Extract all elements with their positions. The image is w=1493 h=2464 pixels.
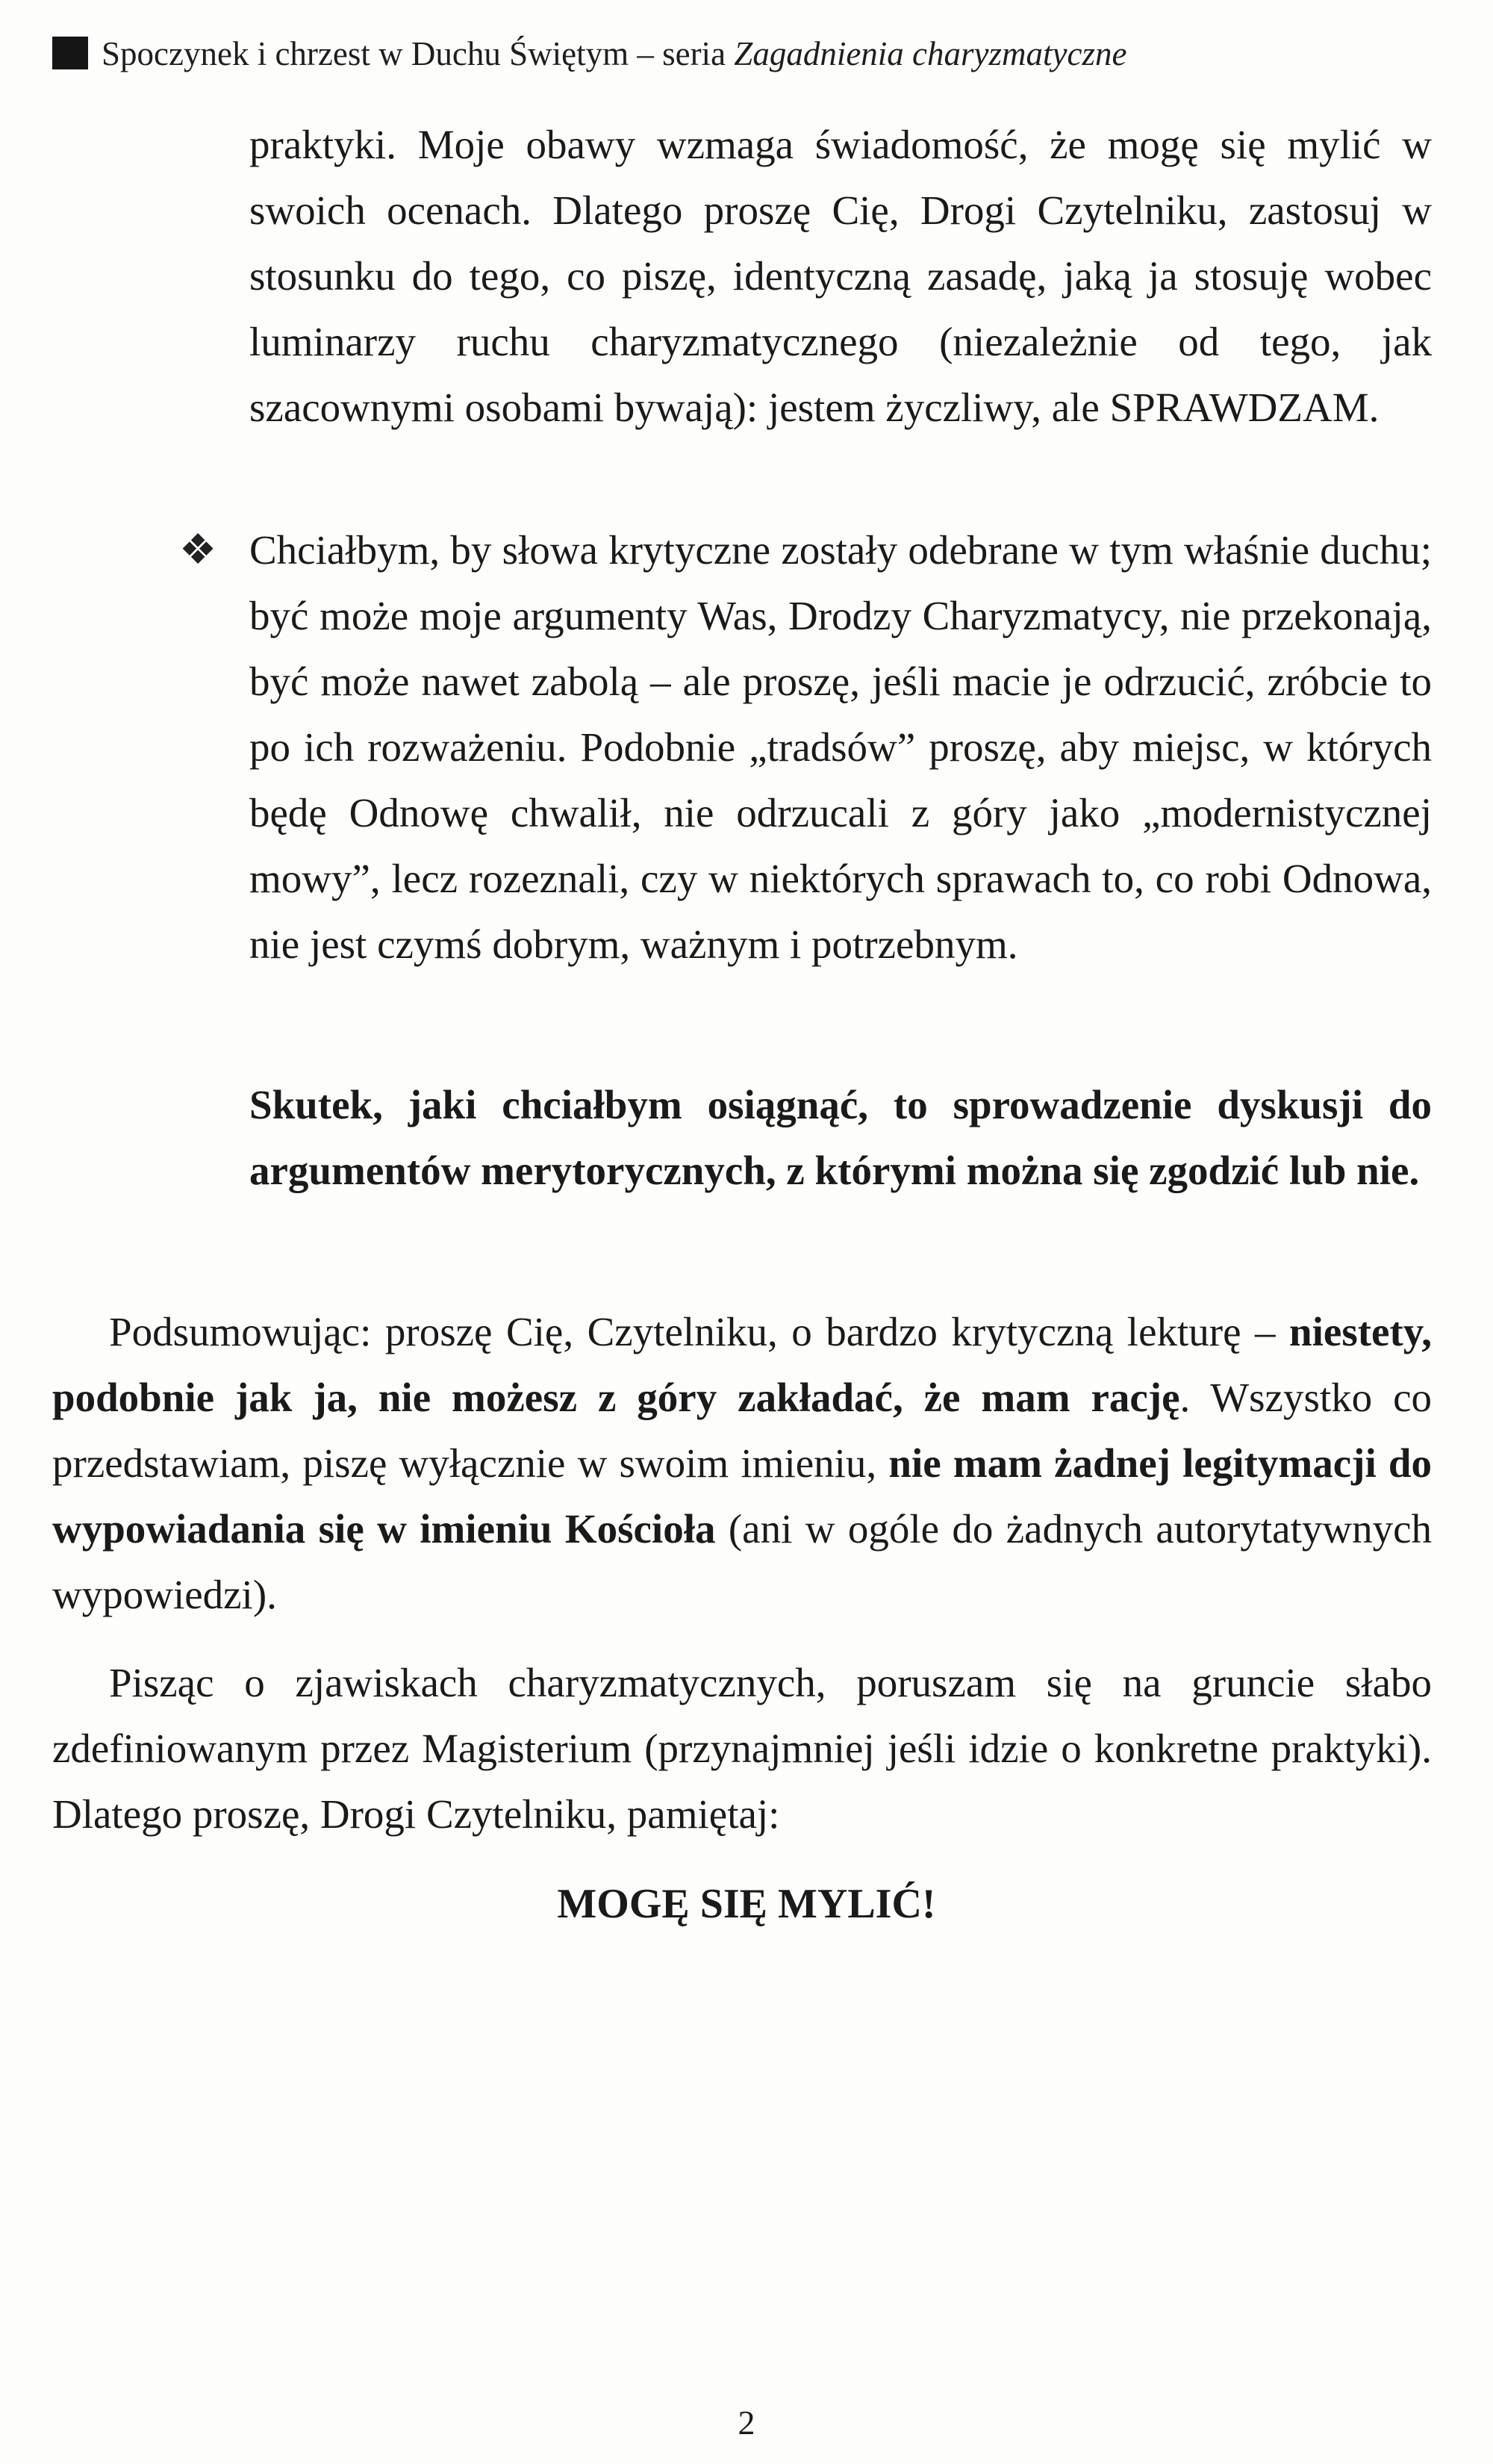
diamond-bullet-icon: ❖ xyxy=(179,527,217,573)
running-header xyxy=(52,30,1441,78)
header-title: Spoczynek i chrzest w Duchu Świętym – seria xyxy=(102,35,735,72)
paragraph-practices-text: praktyki. Moje obawy wzmaga świadomość, że mogę się mylić w swoich ocenach. Dlatego proszę Cię, Drogi Czytelniku, zastosuj w stosunku do tego, co piszę, identyczną zasadę, jaką ja stosuję wobec luminarzy ruchu charyzmatycznego (niezależnie od tego, jak szacownymi osobami bywają): jestem życzliwy, ale SPRAWDZAM. xyxy=(249,122,1432,430)
paragraph-magisterium xyxy=(52,1650,1432,1847)
paragraph-magisterium-text: Pisząc o zjawiskach charyzmatycznych, poruszam się na gruncie słabo zdefiniowanym przez Magisterium (przynajmniej jeśli idzie o konkretne praktyki). Dlatego proszę, Drogi Czytelniku, pamiętaj: xyxy=(52,1660,1432,1837)
paragraph-practices xyxy=(249,112,1432,441)
summary-bold2: nie mam żadnej legitymacji do wypowiadania się w imieniu Kościoła xyxy=(52,1440,1432,1552)
page-number: 2 xyxy=(738,2404,755,2442)
paragraph-goal xyxy=(249,1072,1432,1204)
paragraph-critical-words xyxy=(249,517,1432,977)
summary-part3: (ani w ogóle do żadnych autorytatywnych wypowiedzi). xyxy=(52,1506,1432,1617)
header-square-icon xyxy=(52,37,88,69)
summary-bold1: niestety, podobnie jak ja, nie możesz z góry zakładać, że mam rację xyxy=(52,1309,1432,1420)
paragraph-goal-bold: Skutek, jaki chciałbym osiągnąć, to sprowadzenie dyskusji do argumentów merytorycznych, z którymi można się zgodzić lub nie. xyxy=(249,1082,1432,1193)
paragraph-critical-words-text: Chciałbym, by słowa krytyczne zostały odebrane w tym właśnie duchu; być może moje argumenty Was, Drodzy Charyzmatycy, nie przekonają, być może nawet zabolą – ale proszę, jeśli macie je odrzucić, zróbcie to po ich rozważeniu. Podobnie „tradsów” proszę, aby miejsc, w których będę Odnowę chwalił, nie odrzucali z góry jako „modernistycznej mowy”, lecz rozeznali, czy w niektórych sprawach to, co robi Odnowa, nie jest czymś dobrym, ważnym i potrzebnym. xyxy=(249,527,1432,967)
centered-heading: MOGĘ SIĘ MYLIĆ! xyxy=(557,1881,936,1927)
header-series-title: Zagadnienia charyzmatyczne xyxy=(734,35,1127,72)
summary-part2: . Wszystko co przedstawiam, piszę wyłącznie w swoim imieniu, xyxy=(52,1375,1432,1486)
paragraph-summary xyxy=(52,1299,1432,1628)
summary-part1: Podsumowując: proszę Cię, Czytelniku, o bardzo krytyczną lekturę – xyxy=(109,1309,1290,1354)
